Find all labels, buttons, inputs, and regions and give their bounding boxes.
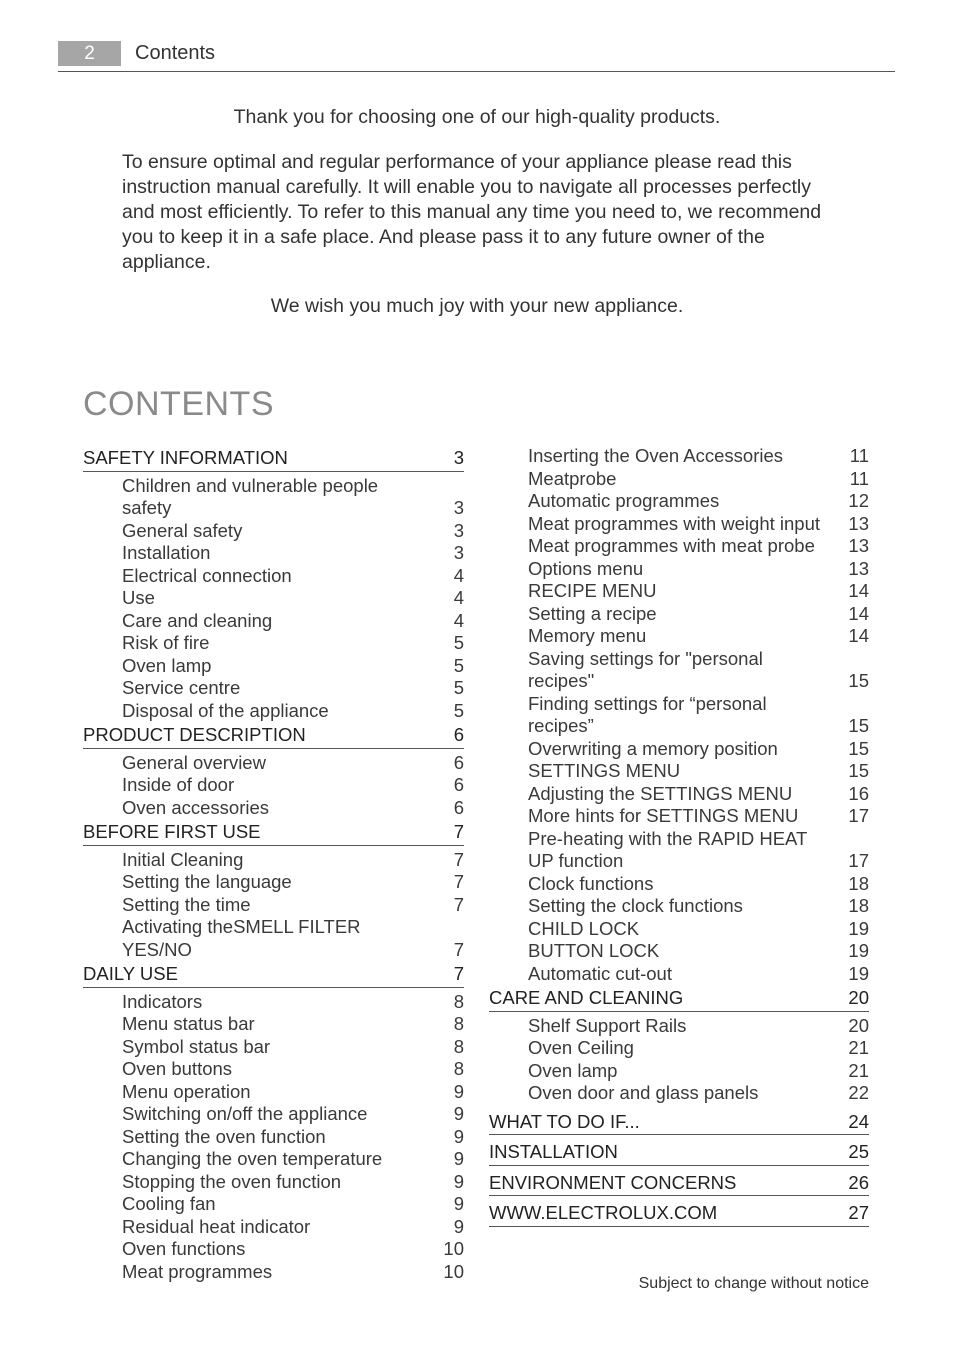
toc-entry[interactable]	[83, 587, 464, 610]
toc-section-title: SAFETY INFORMATION	[83, 447, 288, 468]
toc-entry-title: Oven lamp	[528, 1059, 618, 1081]
toc-page-number: 8	[453, 1035, 464, 1057]
toc-entry[interactable]	[83, 1261, 464, 1284]
toc-entry[interactable]	[83, 1171, 464, 1194]
toc-entry[interactable]	[83, 610, 464, 633]
toc-entry-title: Stopping the oven function	[122, 1170, 342, 1192]
toc-page-number: 9	[453, 1080, 464, 1102]
toc-page-number: 8	[453, 1013, 464, 1034]
toc-entry[interactable]	[489, 828, 869, 873]
toc-entry-title: Menu operation	[122, 1080, 251, 1102]
toc-section-title: WHAT TO DO IF...	[489, 1110, 640, 1132]
toc-page-number: 4	[453, 587, 464, 608]
toc-entry[interactable]	[489, 805, 869, 828]
toc-entry[interactable]	[83, 774, 464, 797]
toc-page-number: 6	[453, 724, 464, 745]
toc-section-title: BEFORE FIRST USE	[83, 821, 261, 842]
toc-entry[interactable]	[83, 677, 464, 700]
toc-page-number: 20	[848, 1014, 869, 1036]
toc-entry[interactable]	[489, 760, 869, 783]
toc-entry[interactable]	[489, 603, 869, 626]
toc-page-number: 22	[848, 1082, 869, 1103]
toc-entry-title: Adjusting the SETTINGS MENU	[528, 782, 793, 804]
toc-page-number: 14	[848, 602, 869, 624]
toc-section[interactable]	[83, 961, 464, 988]
toc-page-number: 12	[848, 490, 869, 511]
toc-page-number: 7	[453, 963, 464, 984]
toc-entry-title: Children and vulnerable people safety	[122, 474, 379, 518]
toc-entry[interactable]	[83, 655, 464, 678]
toc-entry-title: BUTTON LOCK	[528, 940, 660, 961]
toc-page-number: 3	[453, 497, 464, 518]
toc-entry[interactable]	[489, 1082, 869, 1105]
toc-page-number: 14	[848, 625, 869, 646]
toc-section[interactable]	[489, 1109, 869, 1136]
toc-entry[interactable]	[83, 752, 464, 775]
toc-section-title: DAILY USE	[83, 963, 178, 984]
footer-note: Subject to change without notice	[638, 1275, 869, 1292]
toc-page-number: 5	[453, 632, 464, 653]
toc-page-number: 9	[453, 1193, 464, 1214]
toc-entry-title: Disposal of the appliance	[122, 699, 329, 721]
toc-entry-title: Installation	[122, 542, 211, 563]
toc-entry-title: Menu status bar	[122, 1013, 255, 1034]
toc-page-number: 7	[453, 821, 464, 842]
toc-section[interactable]	[489, 1170, 869, 1197]
toc-entry-title: Service centre	[122, 677, 241, 698]
toc-page-number: 11	[849, 467, 869, 489]
toc-page-number: 19	[848, 940, 869, 961]
toc-page-number: 16	[848, 782, 869, 804]
toc-page-number: 5	[453, 677, 464, 698]
toc-entry-title: Finding settings for “personal recipes”	[528, 692, 767, 736]
toc-page-number: 3	[453, 542, 464, 563]
toc-entry-title: Oven buttons	[122, 1058, 233, 1079]
toc-page-number: 13	[848, 535, 869, 556]
toc-entry-title: Symbol status bar	[122, 1035, 271, 1057]
intro-wish: We wish you much joy with your new appliance.	[270, 295, 684, 317]
toc-page-number: 7	[453, 848, 464, 870]
page-number: 2	[58, 41, 121, 66]
toc-entry-title: Changing the oven temperature	[122, 1148, 383, 1169]
toc-page-number: 15	[848, 715, 869, 736]
toc-entry[interactable]	[489, 535, 869, 558]
toc-entry[interactable]	[489, 558, 869, 581]
toc-page-number: 26	[848, 1171, 869, 1193]
toc-page-number: 15	[848, 737, 869, 759]
toc-section-title: WWW.ELECTROLUX.COM	[489, 1202, 718, 1223]
toc-entry[interactable]	[83, 1103, 464, 1126]
toc-entry[interactable]	[83, 991, 464, 1014]
toc-entry[interactable]	[83, 1058, 464, 1081]
toc-entry-title: Risk of fire	[122, 632, 210, 653]
toc-page-number: 9	[453, 1125, 464, 1147]
toc-entry[interactable]	[489, 445, 869, 468]
toc-section-title: INSTALLATION	[489, 1141, 618, 1162]
toc-entry-title: CHILD LOCK	[528, 917, 640, 939]
toc-entry[interactable]	[83, 542, 464, 565]
toc-page-number: 25	[848, 1141, 869, 1162]
toc-section-title: CARE AND CLEANING	[489, 987, 684, 1008]
toc-entry[interactable]	[83, 632, 464, 655]
toc-entry[interactable]	[83, 1193, 464, 1216]
toc-entry[interactable]	[83, 1126, 464, 1149]
toc-page-number: 19	[848, 917, 869, 939]
toc-entry-title: Oven functions	[122, 1238, 246, 1259]
toc-page-number: 6	[453, 796, 464, 818]
toc-page-number: 5	[453, 654, 464, 676]
toc-page-number: 24	[848, 1110, 869, 1132]
toc-entry-title: Care and cleaning	[122, 609, 273, 631]
toc-entry[interactable]	[83, 1036, 464, 1059]
page-header	[58, 41, 895, 72]
toc-entry-title: Meat programmes with weight input	[528, 512, 821, 534]
toc-entry[interactable]	[83, 1238, 464, 1261]
toc-page-number: 7	[453, 871, 464, 892]
toc-page-number: 10	[443, 1238, 464, 1259]
toc-entry-title: Use	[122, 587, 155, 608]
toc-entry[interactable]	[489, 895, 869, 918]
toc-entry-title: Cooling fan	[122, 1193, 216, 1214]
toc-entry[interactable]	[489, 940, 869, 963]
toc-entry-title: Automatic cut-out	[528, 962, 672, 984]
toc-entry[interactable]	[489, 580, 869, 603]
toc-entry-title: Indicators	[122, 990, 203, 1012]
intro-thanks: Thank you for choosing one of our high-quality products.	[233, 106, 721, 128]
toc-entry[interactable]	[489, 648, 869, 693]
toc-entry-title: Options menu	[528, 557, 644, 579]
toc-page-number: 3	[453, 519, 464, 541]
toc-section[interactable]	[489, 1200, 869, 1227]
toc-page-number: 9	[453, 1103, 464, 1124]
toc-entry-title: RECIPE MENU	[528, 580, 657, 601]
toc-entry-title: Inside of door	[122, 774, 235, 795]
toc-entry[interactable]	[489, 873, 869, 896]
toc-entry[interactable]	[83, 797, 464, 820]
toc-page-number: 8	[453, 990, 464, 1012]
toc-section[interactable]	[489, 985, 869, 1012]
toc-entry-title: Switching on/off the appliance	[122, 1103, 368, 1124]
toc-entry[interactable]	[83, 565, 464, 588]
toc-entry-title: Oven accessories	[122, 796, 270, 818]
toc-page-number: 18	[848, 895, 869, 916]
toc-entry[interactable]	[83, 894, 464, 917]
toc-entry[interactable]	[489, 468, 869, 491]
toc-entry[interactable]	[489, 963, 869, 986]
toc-entry[interactable]	[489, 918, 869, 941]
toc-entry[interactable]	[489, 1060, 869, 1083]
toc-page-number: 10	[443, 1260, 464, 1282]
toc-entry[interactable]	[83, 1216, 464, 1239]
toc-entry-title: Automatic programmes	[528, 490, 720, 511]
toc-entry-title: Oven lamp	[122, 654, 212, 676]
toc-entry-title: Oven Ceiling	[528, 1037, 634, 1058]
toc-entry-title: Memory menu	[528, 625, 647, 646]
contents-heading: CONTENTS	[83, 385, 274, 423]
toc-page-number: 6	[453, 751, 464, 773]
toc-page-number: 21	[848, 1059, 869, 1081]
toc-page-number: 13	[848, 557, 869, 579]
toc-entry[interactable]	[83, 1081, 464, 1104]
toc-page-number: 14	[848, 580, 869, 601]
toc-entry[interactable]	[83, 849, 464, 872]
toc-entry-title: Saving settings for "personal recipes"	[528, 647, 763, 691]
toc-entry[interactable]	[83, 1148, 464, 1171]
toc-page-number: 19	[848, 962, 869, 984]
toc-entry[interactable]	[83, 916, 464, 961]
toc-section[interactable]	[83, 819, 464, 846]
toc-entry[interactable]	[489, 783, 869, 806]
toc-page-number: 6	[453, 774, 464, 795]
toc-page-number: 27	[848, 1202, 869, 1223]
toc-page-number: 15	[848, 670, 869, 691]
toc-entry[interactable]	[489, 625, 869, 648]
toc-entry-title: Setting the clock functions	[528, 895, 743, 916]
toc-entry-title: Meat programmes	[122, 1260, 273, 1282]
toc-entry-title: Meatprobe	[528, 467, 617, 489]
toc-entry-title: Activating theSMELL FILTER YES/NO	[122, 916, 361, 960]
toc-entry-title: Clock functions	[528, 872, 654, 894]
toc-entry-title: SETTINGS MENU	[528, 760, 681, 781]
toc-section-title: ENVIRONMENT CONCERNS	[489, 1171, 737, 1193]
toc-page-number: 5	[453, 699, 464, 721]
toc-page-number: 8	[453, 1058, 464, 1079]
toc-section[interactable]	[83, 722, 464, 749]
toc-page-number: 9	[453, 1148, 464, 1169]
toc-entry[interactable]	[83, 475, 464, 520]
toc-entry[interactable]	[489, 693, 869, 738]
toc-page-number: 21	[848, 1037, 869, 1058]
toc-entry-title: Setting the language	[122, 871, 292, 892]
toc-entry[interactable]	[83, 1013, 464, 1036]
toc-page-number: 18	[848, 872, 869, 894]
toc-entry-title: Inserting the Oven Accessories	[528, 445, 784, 466]
toc-entry-title: Overwriting a memory position	[528, 737, 778, 759]
toc-page-number: 4	[453, 609, 464, 631]
toc-entry-title: More hints for SETTINGS MENU	[528, 805, 799, 826]
toc-section[interactable]	[489, 1139, 869, 1166]
toc-entry-title: Setting a recipe	[528, 602, 657, 624]
toc-entry[interactable]	[489, 1037, 869, 1060]
toc-entry-title: Initial Cleaning	[122, 848, 244, 870]
toc-section-title: PRODUCT DESCRIPTION	[83, 724, 306, 745]
toc-page-number: 4	[453, 564, 464, 586]
toc-section[interactable]	[83, 445, 464, 472]
toc-entry[interactable]	[489, 513, 869, 536]
toc-page-number: 17	[848, 805, 869, 826]
toc-entry-title: Pre-heating with the RAPID HEAT UP function	[528, 827, 807, 871]
toc-entry-title: Electrical connection	[122, 564, 292, 586]
toc-right-column	[489, 445, 869, 1230]
toc-page-number: 20	[848, 987, 869, 1008]
toc-entry[interactable]	[83, 700, 464, 723]
header-title: Contents	[135, 42, 216, 64]
toc-entry-title: Shelf Support Rails	[528, 1014, 687, 1036]
toc-page-number: 7	[453, 893, 464, 915]
toc-entry[interactable]	[489, 490, 869, 513]
intro-paragraph: To ensure optimal and regular performance of your appliance please read this instruction manual carefully. It will enable you to navigate all processes perfectly and most efficiently. To refer to this manual any time you need to, we recommend you to keep it in a safe place. And please pass it to any future owner of the appliance.	[122, 151, 822, 273]
toc-entry-title: Oven door and glass panels	[528, 1082, 759, 1103]
toc-entry-title: Meat programmes with meat probe	[528, 535, 815, 556]
toc-page-number: 11	[849, 445, 869, 466]
toc-page-number: 9	[453, 1215, 464, 1237]
toc-page-number: 9	[453, 1170, 464, 1192]
toc-entry[interactable]	[489, 1015, 869, 1038]
toc-page-number: 17	[848, 850, 869, 871]
toc-page-number: 3	[453, 447, 464, 468]
toc-entry[interactable]	[83, 871, 464, 894]
toc-entry-title: Setting the oven function	[122, 1125, 326, 1147]
toc-entry-title: General overview	[122, 751, 266, 773]
toc-entry-title: Residual heat indicator	[122, 1215, 311, 1237]
toc-entry-title: Setting the time	[122, 893, 251, 915]
toc-entry[interactable]	[83, 520, 464, 543]
toc-page-number: 15	[848, 760, 869, 781]
toc-page-number: 7	[453, 938, 464, 960]
toc-entry[interactable]	[489, 738, 869, 761]
toc-left-column	[83, 445, 464, 1283]
toc-page-number: 13	[848, 512, 869, 534]
toc-entry-title: General safety	[122, 519, 243, 541]
